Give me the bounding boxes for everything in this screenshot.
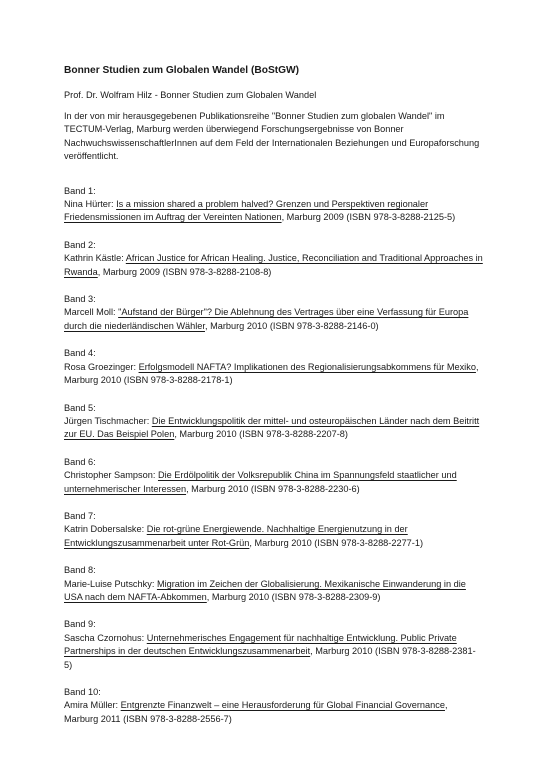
entry-publication-details: , Marburg 2010 (ISBN 978-3-8288-2309-9)	[206, 591, 381, 602]
entry-author: Kathrin Kästle:	[64, 253, 126, 264]
publication-entry	[64, 185, 483, 225]
entry-title-link[interactable]: African Justice for African Healing. Justice, Reconciliation and Traditional Approaches in Rwanda	[64, 253, 483, 277]
band-label: Band 2:	[64, 239, 96, 250]
entry-author: Amira Müller:	[64, 700, 121, 711]
intro-paragraph: In der von mir herausgegebenen Publikationsreihe "Bonner Studien zum globalen Wandel" im TECTUM-Verlag, Marburg werden überwiegend Forschungsergebnisse von Bonner NachwuchswissenschaftlerInnen auf dem Feld der Internationalen Beziehungen und Europaforschung veröffentlicht.	[64, 111, 480, 162]
publication-entry	[64, 686, 483, 726]
band-label: Band 8:	[64, 565, 96, 576]
entry-title-link[interactable]: Die Erdölpolitik der Volksrepublik China im Spannungsfeld staatlicher und unternehmerischer Interessen	[64, 470, 457, 494]
entry-publication-details: , Marburg 2009 (ISBN 978-3-8288-2125-5)	[281, 212, 456, 223]
entry-author: Katrin Dobersalske:	[64, 524, 147, 535]
entry-publication-details: , Marburg 2010 (ISBN 978-3-8288-2277-1)	[249, 537, 424, 548]
band-label: Band 6:	[64, 456, 96, 467]
entry-author: Nina Hürter:	[64, 199, 117, 210]
entry-body	[64, 699, 483, 726]
entry-author: Sascha Czornohus:	[64, 632, 147, 643]
publication-list	[64, 185, 483, 727]
band-label: Band 7:	[64, 510, 96, 521]
publication-entry	[64, 293, 483, 333]
entry-publication-details: , Marburg 2010 (ISBN 978-3-8288-2146-0)	[204, 320, 379, 331]
entry-publication-details: , Marburg 2010 (ISBN 978-3-8288-2230-6)	[186, 483, 360, 494]
page-title: Bonner Studien zum Globalen Wandel (BoStGW)	[64, 65, 300, 76]
entry-publication-details: , Marburg 2011 (ISBN 978-3-8288-2556-7)	[64, 700, 448, 724]
band-label: Band 5:	[64, 402, 96, 413]
entry-title-link[interactable]: Die Entwicklungspolitik der mittel- und osteuropäischen Länder nach dem Beitritt zur EU. Das Beispiel Polen	[64, 415, 480, 440]
entry-title-link[interactable]: "Aufstand der Bürger"? Die Ablehnung des Vertrages über eine Verfassung für Europa durch die niederländischen Wähler	[64, 307, 469, 331]
publication-entry	[64, 618, 483, 672]
entry-body	[64, 198, 483, 225]
entry-author: Marcell Moll:	[64, 307, 119, 318]
entry-body	[64, 523, 483, 550]
publication-entry	[64, 402, 483, 442]
entry-author: Jürgen Tischmacher:	[64, 415, 152, 426]
band-label: Band 1:	[64, 185, 96, 196]
publication-entry	[64, 347, 483, 387]
entry-title-link[interactable]: Entgrenzte Finanzwelt – eine Herausforderung für Global Financial Governance	[120, 700, 445, 711]
entry-body	[64, 632, 483, 672]
entry-title-link[interactable]: Die rot-grüne Energiewende. Nachhaltige Energienutzung in der Entwicklungszusammenarbeit unter Rot-Grün	[64, 524, 408, 548]
entry-publication-details: , Marburg 2010 (ISBN 978-3-8288-2381-5)	[64, 646, 476, 670]
entry-title-link[interactable]: Erfolgsmodell NAFTA? Implikationen des Regionalisierungsabkommens für Mexiko	[138, 361, 476, 372]
entry-body	[64, 469, 483, 496]
entry-author: Rosa Groezinger:	[64, 361, 139, 372]
entry-author: Christopher Sampson:	[64, 470, 158, 481]
entry-author: Marie-Luise Putschky:	[64, 578, 157, 589]
band-label: Band 3:	[64, 294, 96, 305]
entry-publication-details: , Marburg 2010 (ISBN 978-3-8288-2178-1)	[64, 361, 479, 386]
entry-body	[64, 361, 483, 388]
entry-title-link[interactable]: Migration im Zeichen der Globalisierung. Mexikanische Einwanderung in die USA nach dem NAFTA-Abkommen	[64, 578, 466, 602]
entry-body	[64, 415, 483, 442]
publication-entry	[64, 239, 483, 279]
entry-title-link[interactable]: Is a mission shared a problem halved? Grenzen und Perspektiven regionaler Friedensmissionen im Auftrag der Vereinten Nationen	[64, 199, 429, 223]
entry-publication-details: , Marburg 2010 (ISBN 978-3-8288-2207-8)	[174, 429, 348, 440]
entry-body	[64, 578, 483, 605]
publication-entry	[64, 564, 483, 604]
band-label: Band 9:	[64, 619, 96, 630]
band-label: Band 10:	[64, 687, 101, 697]
page-subtitle: Prof. Dr. Wolfram Hilz - Bonner Studien zum Globalen Wandel	[64, 90, 317, 100]
entry-publication-details: , Marburg 2009 (ISBN 978-3-8288-2108-8)	[97, 266, 272, 277]
publication-entry	[64, 456, 483, 496]
entry-body	[64, 306, 483, 333]
band-label: Band 4:	[64, 348, 96, 359]
publication-entry	[64, 510, 483, 550]
entry-body	[64, 252, 483, 279]
entry-title-link[interactable]: Unternehmerisches Engagement für nachhaltige Entwicklung. Public Private Partnerships in der deutschen Entwicklungszusammenarbeit	[64, 632, 457, 657]
